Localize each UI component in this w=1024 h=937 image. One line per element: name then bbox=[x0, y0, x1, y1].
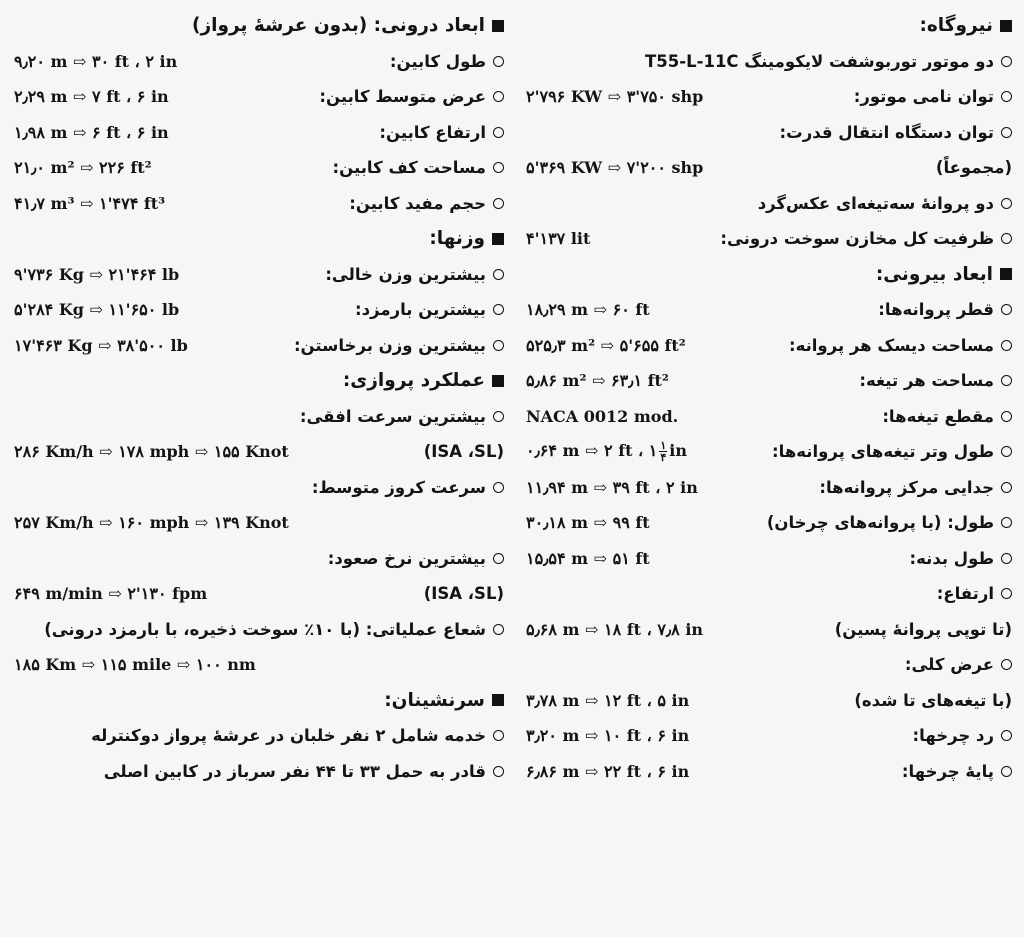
spec-value: ۳٫۲۰ m ⇨ ۱۰ ft ، ۶ in bbox=[526, 726, 690, 746]
circle-bullet-icon bbox=[493, 304, 504, 315]
spec-row-width bbox=[526, 647, 1012, 683]
spec-row-crew bbox=[14, 718, 504, 754]
spec-label: حجم مفید کابین: bbox=[349, 193, 486, 213]
section-internal-dimensions bbox=[14, 8, 504, 44]
section-heading: سرنشینان: bbox=[384, 689, 485, 711]
spec-value: ۱۱٫۹۴ m ⇨ ۳۹ ft ، ۲ in bbox=[526, 477, 698, 497]
circle-bullet-icon bbox=[493, 127, 504, 138]
spec-value: ۶۴۹ m/min ⇨ ۲'۱۳۰ fpm bbox=[14, 584, 208, 604]
spec-label: مساحت دیسک هر پروانه: bbox=[788, 335, 994, 355]
spec-row-radius bbox=[14, 612, 504, 648]
spec-row-rotor-separation bbox=[526, 470, 1012, 506]
spec-value: ۱۸٫۲۹ m ⇨ ۶۰ ft bbox=[526, 300, 650, 320]
spec-row-wheel-track bbox=[526, 718, 1012, 754]
spec-row-max-speed-value bbox=[14, 434, 504, 470]
spec-label: عرض متوسط کابین: bbox=[319, 87, 486, 107]
spec-label: مساحت هر تیغه: bbox=[859, 371, 994, 391]
spec-value: ۵٫۶۸ m ⇨ ۱۸ ft ، ۷٫۸ in bbox=[526, 619, 704, 639]
spec-value: ۵'۲۸۴ Kg ⇨ ۱۱'۶۵۰ lb bbox=[14, 300, 180, 320]
square-bullet-icon bbox=[492, 20, 504, 32]
spec-label: ظرفیت کل مخازن سوخت درونی: bbox=[720, 229, 994, 249]
square-bullet-icon bbox=[1000, 268, 1012, 280]
square-bullet-icon bbox=[492, 694, 504, 706]
spec-label: ارتفاع کابین: bbox=[379, 122, 486, 142]
section-heading: عملکرد پروازی: bbox=[342, 370, 485, 392]
square-bullet-icon bbox=[492, 375, 504, 387]
section-external-dimensions bbox=[526, 257, 1012, 293]
circle-bullet-icon bbox=[1001, 553, 1012, 564]
circle-bullet-icon bbox=[493, 269, 504, 280]
section-powerplant bbox=[526, 8, 1012, 44]
spec-value: ۲'۷۹۶ KW ⇨ ۳'۷۵۰ shp bbox=[526, 87, 704, 107]
spec-text: خدمه شامل ۲ نفر خلبان در عرشهٔ پرواز دوکنترله bbox=[91, 726, 486, 746]
circle-bullet-icon bbox=[1001, 730, 1012, 741]
spec-value: ۲٫۲۹ m ⇨ ۷ ft ، ۶ in bbox=[14, 87, 169, 107]
circle-bullet-icon bbox=[493, 56, 504, 67]
spec-label: جدایی مرکز پروانه‌ها: bbox=[819, 477, 994, 497]
spec-row-radius-value bbox=[14, 647, 504, 683]
spec-row-fuselage-length bbox=[526, 541, 1012, 577]
circle-bullet-icon bbox=[1001, 198, 1012, 209]
spec-value: ۳٫۷۸ m ⇨ ۱۲ ft ، ۵ in bbox=[526, 690, 690, 710]
spec-row-blade-section bbox=[526, 399, 1012, 435]
spec-note: (ISA ،SL) bbox=[423, 442, 504, 462]
spec-label: طول بدنه: bbox=[909, 548, 994, 568]
section-weights bbox=[14, 221, 504, 257]
spec-value: ۲۵۷ Km/h ⇨ ۱۶۰ mph ⇨ ۱۳۹ Knot bbox=[14, 513, 289, 533]
circle-bullet-icon bbox=[1001, 56, 1012, 67]
spec-row-cabin-height bbox=[14, 115, 504, 151]
spec-row-width-value bbox=[526, 683, 1012, 719]
spec-row-takeoff-weight bbox=[14, 328, 504, 364]
circle-bullet-icon bbox=[493, 91, 504, 102]
circle-bullet-icon bbox=[493, 411, 504, 422]
spec-label: مقطع تیغه‌ها: bbox=[882, 406, 994, 426]
square-bullet-icon bbox=[1000, 20, 1012, 32]
spec-row-engines bbox=[526, 44, 1012, 80]
spec-label: طول کابین: bbox=[389, 51, 486, 71]
circle-bullet-icon bbox=[1001, 304, 1012, 315]
spec-row-transmission bbox=[526, 115, 1012, 151]
circle-bullet-icon bbox=[493, 553, 504, 564]
spec-value: ۳۰٫۱۸ m ⇨ ۹۹ ft bbox=[526, 513, 650, 533]
circle-bullet-icon bbox=[1001, 766, 1012, 777]
spec-label: توان دستگاه انتقال قدرت: bbox=[779, 122, 994, 142]
spec-row-blade-chord bbox=[526, 434, 1012, 470]
spec-row-rotor-diameter bbox=[526, 292, 1012, 328]
spec-row-troops bbox=[14, 754, 504, 790]
spec-row-cabin-floor bbox=[14, 150, 504, 186]
circle-bullet-icon bbox=[493, 624, 504, 635]
spec-row-cabin-volume bbox=[14, 186, 504, 222]
spec-row-empty-weight bbox=[14, 257, 504, 293]
spec-row-payload bbox=[14, 292, 504, 328]
circle-bullet-icon bbox=[493, 198, 504, 209]
spec-row-height-value bbox=[526, 612, 1012, 648]
spec-row-cruise bbox=[14, 470, 504, 506]
spec-value: ۱٫۹۸ m ⇨ ۶ ft ، ۶ in bbox=[14, 122, 169, 142]
right-column bbox=[526, 8, 1012, 937]
section-occupants bbox=[14, 683, 504, 719]
spec-value: ۵'۳۶۹ KW ⇨ ۷'۲۰۰ shp bbox=[526, 158, 704, 178]
spec-row-climb bbox=[14, 541, 504, 577]
spec-row-rated-power bbox=[526, 79, 1012, 115]
spec-text: دو پروانهٔ سه‌تیغه‌ای عکس‌گرد bbox=[757, 193, 994, 213]
spec-row-rotors bbox=[526, 186, 1012, 222]
spec-value: ۴'۱۳۷ lit bbox=[526, 229, 591, 249]
square-bullet-icon bbox=[492, 233, 504, 245]
spec-label: بیشترین وزن خالی: bbox=[325, 264, 486, 284]
spec-row-fuel bbox=[526, 221, 1012, 257]
spec-text: دو موتور توربوشفت لایکومینگ T55-L-11C bbox=[645, 51, 994, 71]
spec-row-height bbox=[526, 576, 1012, 612]
circle-bullet-icon bbox=[1001, 127, 1012, 138]
circle-bullet-icon bbox=[1001, 588, 1012, 599]
spec-value: ۰٫۶۴ m ⇨ ۲ ft ، ۱ $\frac{۱}{۴}$ in bbox=[526, 439, 688, 465]
circle-bullet-icon bbox=[1001, 517, 1012, 528]
spec-label: توان نامی موتور: bbox=[853, 87, 994, 107]
spec-value: NACA 0012 mod. bbox=[526, 406, 679, 426]
circle-bullet-icon bbox=[1001, 233, 1012, 244]
section-heading: وزنها: bbox=[429, 228, 485, 250]
spec-row-cabin-width bbox=[14, 79, 504, 115]
spec-row-max-speed bbox=[14, 399, 504, 435]
spec-row-length bbox=[526, 505, 1012, 541]
spec-label: بیشترین نرخ صعود: bbox=[327, 548, 486, 568]
spec-row-wheelbase bbox=[526, 754, 1012, 790]
spec-value: ۲۸۶ Km/h ⇨ ۱۷۸ mph ⇨ ۱۵۵ Knot bbox=[14, 442, 289, 462]
circle-bullet-icon bbox=[1001, 375, 1012, 386]
spec-label: مساحت کف کابین: bbox=[332, 158, 486, 178]
spec-label: پایهٔ چرخها: bbox=[901, 761, 994, 781]
circle-bullet-icon bbox=[1001, 659, 1012, 670]
spec-row-blade-area bbox=[526, 363, 1012, 399]
spec-value: ۹'۷۳۶ Kg ⇨ ۲۱'۴۶۴ lb bbox=[14, 264, 180, 284]
spec-row-cruise-value bbox=[14, 505, 504, 541]
spec-row-cabin-length bbox=[14, 44, 504, 80]
spec-row-transmission-value bbox=[526, 150, 1012, 186]
circle-bullet-icon bbox=[493, 730, 504, 741]
spec-label: ارتفاع: bbox=[936, 584, 994, 604]
circle-bullet-icon bbox=[1001, 340, 1012, 351]
spec-value: ۴۱٫۷ m³ ⇨ ۱'۴۷۴ ft³ bbox=[14, 193, 166, 213]
spec-value: ۶٫۸۶ m ⇨ ۲۲ ft ، ۶ in bbox=[526, 761, 690, 781]
circle-bullet-icon bbox=[493, 162, 504, 173]
spec-label: شعاع عملیاتی: (با ۱۰٪ سوخت ذخیره، با بارمزد درونی) bbox=[44, 619, 486, 639]
spec-label: عرض کلی: bbox=[904, 655, 994, 675]
circle-bullet-icon bbox=[493, 766, 504, 777]
spec-value: ۲۱٫۰ m² ⇨ ۲۲۶ ft² bbox=[14, 158, 152, 178]
left-column bbox=[14, 8, 504, 937]
spec-label: رد چرخها: bbox=[912, 726, 994, 746]
section-heading: ابعاد درونی: (بدون عرشهٔ پرواز) bbox=[192, 15, 485, 37]
section-heading: نیروگاه: bbox=[919, 15, 993, 37]
circle-bullet-icon bbox=[1001, 411, 1012, 422]
spec-label: بیشترین وزن برخاستن: bbox=[293, 335, 486, 355]
spec-row-disc-area bbox=[526, 328, 1012, 364]
spec-row-climb-value bbox=[14, 576, 504, 612]
fraction: $\frac{۱}{۴}$ bbox=[660, 439, 667, 465]
circle-bullet-icon bbox=[1001, 91, 1012, 102]
spec-value: ۹٫۲۰ m ⇨ ۳۰ ft ، ۲ in bbox=[14, 51, 178, 71]
spec-label: بیشترین سرعت افقی: bbox=[299, 406, 486, 426]
circle-bullet-icon bbox=[493, 340, 504, 351]
spec-sub-label: (با تیغه‌های تا شده) bbox=[854, 690, 1012, 710]
section-heading: ابعاد بیرونی: bbox=[875, 263, 993, 285]
spec-label: سرعت کروز متوسط: bbox=[311, 477, 486, 497]
spec-sub-label: (تا توپی پروانهٔ پسین) bbox=[834, 619, 1012, 639]
spec-label: طول: (با پروانه‌های چرخان) bbox=[766, 513, 994, 533]
circle-bullet-icon bbox=[493, 482, 504, 493]
spec-text: قادر به حمل ۳۳ تا ۴۴ نفر سرباز در کابین اصلی bbox=[103, 761, 486, 781]
circle-bullet-icon bbox=[1001, 482, 1012, 493]
spec-label: طول وتر تیغه‌های پروانه‌ها: bbox=[772, 442, 994, 462]
spec-label: بیشترین بارمزد: bbox=[355, 300, 486, 320]
spec-note: (ISA ،SL) bbox=[423, 584, 504, 604]
circle-bullet-icon bbox=[1001, 446, 1012, 457]
spec-value: ۱۵٫۵۴ m ⇨ ۵۱ ft bbox=[526, 548, 650, 568]
spec-sub-label: (مجموعاً) bbox=[935, 158, 1012, 178]
spec-value: ۱۸۵ Km ⇨ ۱۱۵ mile ⇨ ۱۰۰ nm bbox=[14, 655, 256, 675]
spec-value: ۵۲۵٫۳ m² ⇨ ۵'۶۵۵ ft² bbox=[526, 335, 686, 355]
spec-label: قطر پروانه‌ها: bbox=[878, 300, 994, 320]
section-performance bbox=[14, 363, 504, 399]
spec-value: ۱۷'۴۶۳ Kg ⇨ ۳۸'۵۰۰ lb bbox=[14, 335, 188, 355]
spec-value: ۵٫۸۶ m² ⇨ ۶۳٫۱ ft² bbox=[526, 371, 669, 391]
